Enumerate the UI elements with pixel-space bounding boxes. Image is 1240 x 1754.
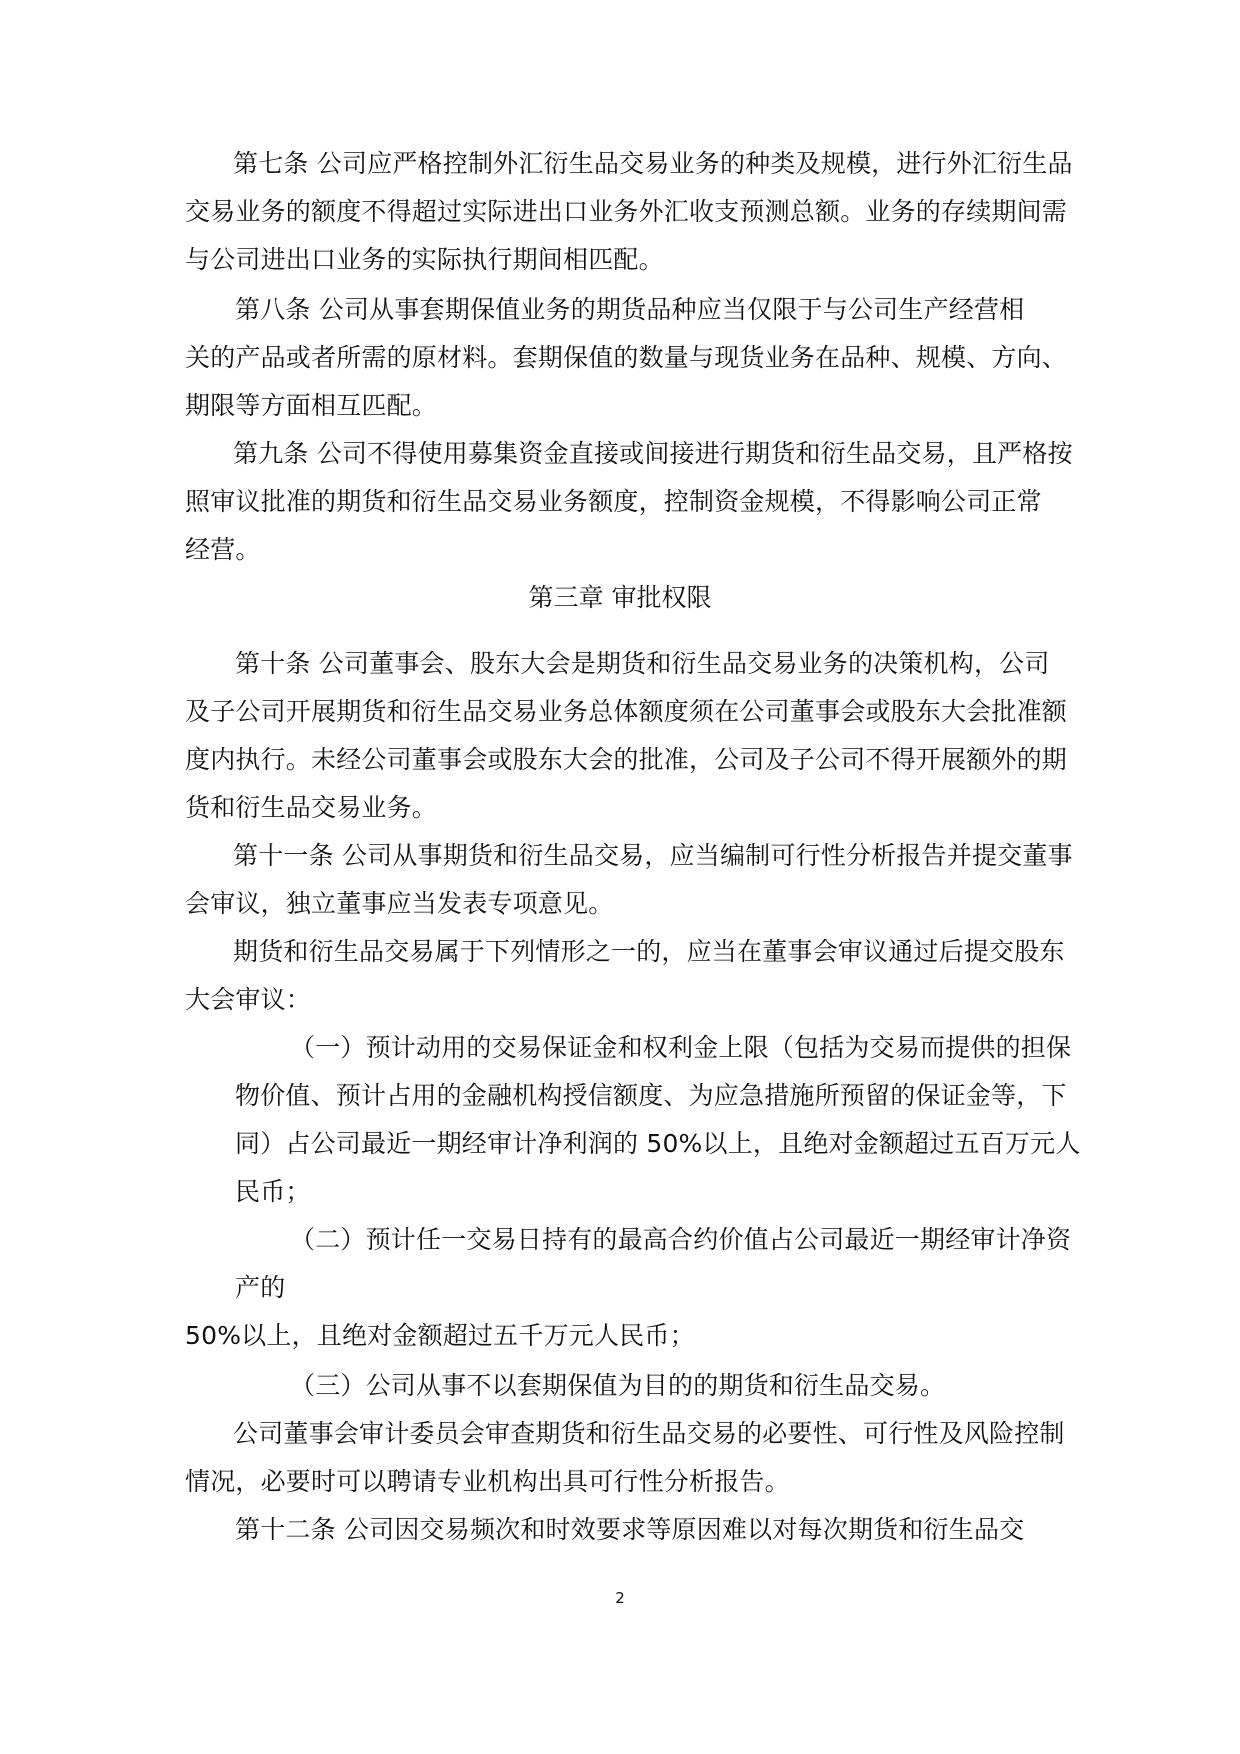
- article-9-line-1: 第九条 公司不得使用募集资金直接或间接进行期货和衍生品交易，且严格按: [233, 439, 1073, 468]
- article-12-line-1: 第十二条 公司因交易频次和时效要求等原因难以对每次期货和衍生品交: [235, 1515, 1025, 1544]
- page-number: 2: [615, 1589, 625, 1607]
- item-2-line-3: 50%以上，且绝对金额超过五千万元人民币；: [185, 1321, 695, 1350]
- item-2-line-1: （二）预计任一交易日持有的最高合约价值占公司最近一期经审计净资: [290, 1225, 1072, 1254]
- audit-committee-line-2: 情况，必要时可以聘请专业机构出具可行性分析报告。: [185, 1467, 790, 1496]
- article-7-line-3: 与公司进出口业务的实际执行期间相匹配。: [185, 245, 664, 274]
- chapter-3-heading: 第三章 审批权限: [528, 583, 712, 612]
- item-1-line-3: 同）占公司最近一期经审计净利润的 50%以上，且绝对金额超过五百万元人: [235, 1129, 1081, 1158]
- item-2-line-2: 产的: [235, 1273, 286, 1302]
- article-11-line-1: 第十一条 公司从事期货和衍生品交易，应当编制可行性分析报告并提交董事: [233, 841, 1073, 870]
- item-3-line-1: （三）公司从事不以套期保值为目的的期货和衍生品交易。: [290, 1371, 946, 1400]
- shareholder-intro-line-1: 期货和衍生品交易属于下列情形之一的，应当在董事会审议通过后提交股东: [233, 937, 1065, 966]
- article-8-line-3: 期限等方面相互匹配。: [185, 391, 438, 420]
- article-10-line-1: 第十条 公司董事会、股东大会是期货和衍生品交易业务的决策机构，公司: [235, 649, 1050, 678]
- article-7-line-2: 交易业务的额度不得超过实际进出口业务外汇收支预测总额。业务的存续期间需: [185, 197, 1068, 226]
- item-1-line-4: 民币；: [235, 1177, 311, 1206]
- article-7-line-1: 第七条 公司应严格控制外汇衍生品交易业务的种类及规模，进行外汇衍生品: [233, 149, 1073, 178]
- shareholder-intro-line-2: 大会审议：: [185, 985, 312, 1014]
- article-8-line-2: 关的产品或者所需的原材料。套期保值的数量与现货业务在品种、规模、方向、: [185, 343, 1068, 372]
- item-1-line-1: （一）预计动用的交易保证金和权利金上限（包括为交易而提供的担保: [290, 1033, 1072, 1062]
- article-11-line-2: 会审议，独立董事应当发表专项意见。: [185, 889, 614, 918]
- article-10-line-3: 度内执行。未经公司董事会或股东大会的批准，公司及子公司不得开展额外的期: [185, 745, 1068, 774]
- article-8-line-1: 第八条 公司从事套期保值业务的期货品种应当仅限于与公司生产经营相: [235, 295, 1025, 324]
- item-1-line-2: 物价值、预计占用的金融机构授信额度、为应急措施所预留的保证金等，下: [235, 1081, 1067, 1110]
- audit-committee-line-1: 公司董事会审计委员会审查期货和衍生品交易的必要性、可行性及风险控制: [233, 1419, 1065, 1448]
- article-9-line-2: 照审议批准的期货和衍生品交易业务额度，控制资金规模，不得影响公司正常: [185, 487, 1042, 516]
- article-10-line-4: 货和衍生品交易业务。: [185, 793, 438, 822]
- article-9-line-3: 经营。: [185, 535, 261, 564]
- article-10-line-2: 及子公司开展期货和衍生品交易业务总体额度须在公司董事会或股东大会批准额: [185, 697, 1068, 726]
